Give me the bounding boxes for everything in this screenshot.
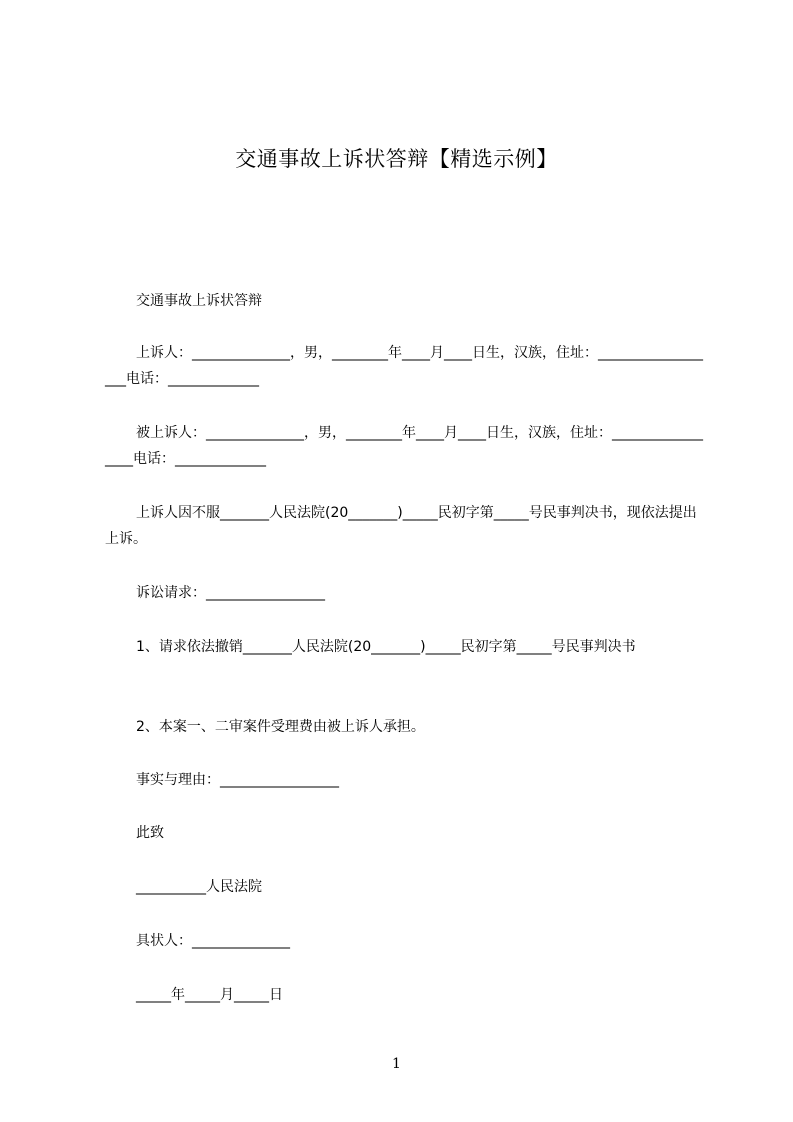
- appeal-reason-paragraph: 上诉人因不服_______人民法院(20_______)_____民初字第_____号民事判决书，现依法提出上诉。: [105, 505, 697, 547]
- claim-item-1: 1、请求依法撤销_______人民法院(20_______)_____民初字第_____号民事判决书: [136, 639, 636, 655]
- claim-item-2: 2、本案一、二审案件受理费由被上诉人承担。: [136, 719, 425, 735]
- facts-heading: 事实与理由：_________________: [136, 772, 339, 788]
- signatory-line: 具状人：______________: [136, 933, 290, 949]
- court-line: __________人民法院: [136, 879, 262, 895]
- appellee-paragraph: 被上诉人：______________，男，________年____月____日生，汉族，住址：_________________电话：_____________: [105, 425, 703, 467]
- subtitle-paragraph: 交通事故上诉状答辩: [136, 293, 262, 309]
- document-title: 交通事故上诉状答辩【精选示例】: [235, 147, 558, 171]
- date-line: _____年_____月_____日: [136, 987, 283, 1003]
- appellant-paragraph: 上诉人：______________，男，________年____月____日生，汉族，住址：__________________电话：_____________: [105, 345, 703, 387]
- page-number: 1: [392, 1056, 401, 1072]
- salutation: 此致: [136, 825, 164, 841]
- claims-heading: 诉讼请求：_________________: [136, 585, 325, 601]
